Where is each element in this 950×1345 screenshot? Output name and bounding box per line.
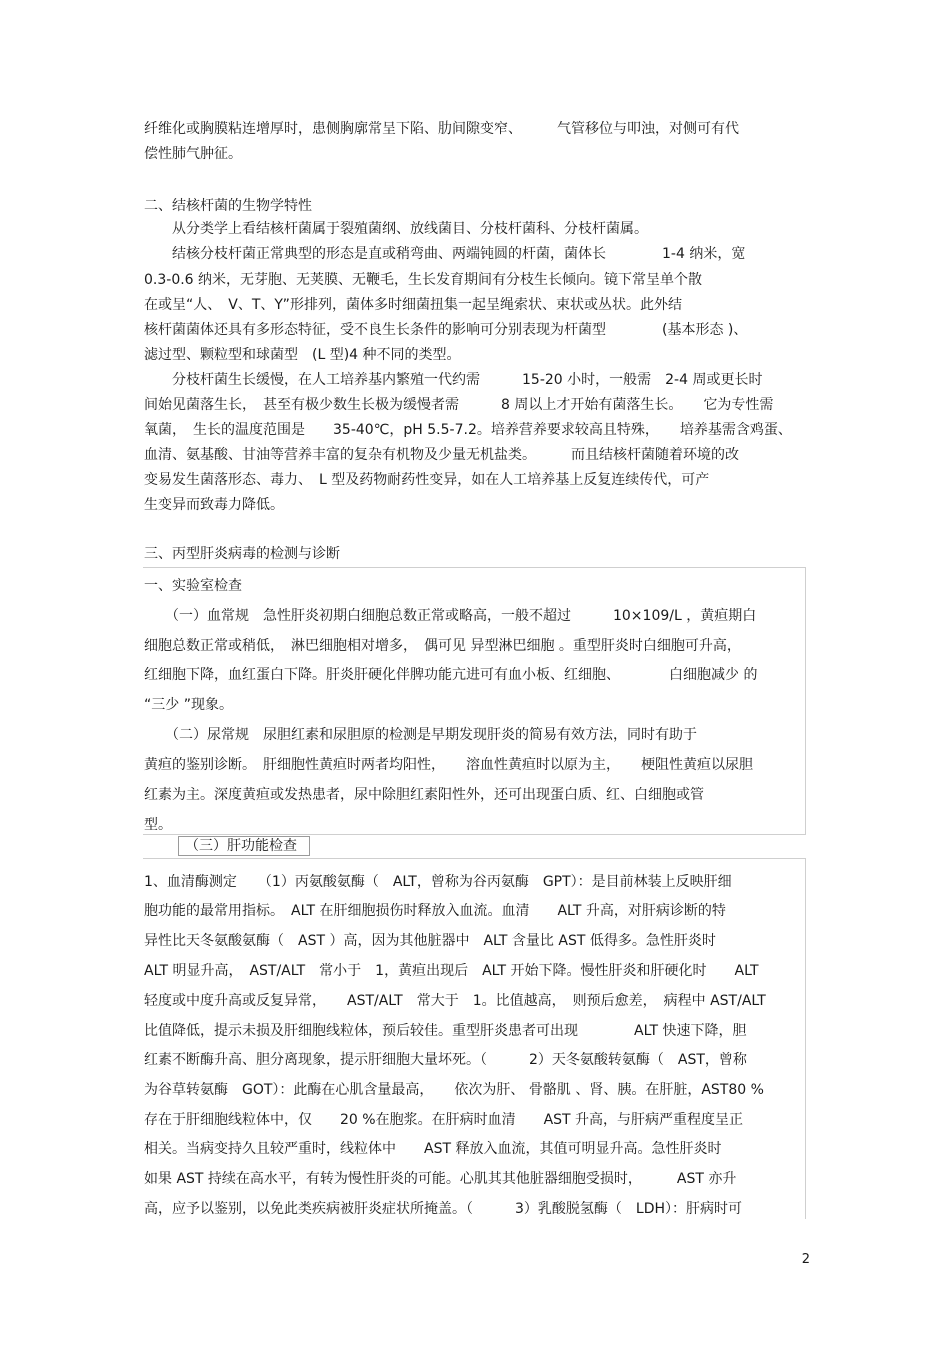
text-line: （二）尿常规 尿胆红素和尿胆原的检测是早期发现肝炎的简易有效方法，同时有助于 [144, 727, 697, 743]
text-line: 血清、氨基酸、甘油等营养丰富的复杂有机物及少量无机盐类。 而且结核杆菌随着环境的改 [144, 447, 739, 463]
text-line: 从分类学上看结核杆菌属于裂殖菌纲、放线菌目、分枝杆菌科、分枝杆菌属。 [144, 221, 648, 237]
text-line: 生变异而致毒力降低。 [144, 497, 284, 513]
text-line: 轻度或中度升高或反复异常， AST/ALT 常大于 1。比值越高， 则预后愈差， 病程中 AST/ALT [144, 993, 766, 1009]
text-line: 滤过型、颗粒型和球菌型 (L 型)4 种不同的类型。 [144, 347, 461, 363]
text-line: 氧菌， 生长的温度范围是 35-40℃，pH 5.5-7.2。培养营养要求较高且特殊， 培养基需含鸡蛋、 [144, 422, 792, 438]
text-line: 在或呈“人、 V、T、Y”形排列，菌体多时细菌扭集一起呈绳索状、束状或丛状。此外结 [144, 297, 682, 313]
section-heading: 三、丙型肝炎病毒的检测与诊断 [144, 546, 340, 562]
text-line: 异性比天冬氨酸氨酶（ AST ）高，因为其他脏器中 ALT 含量比 AST 低得多。急性肝炎时 [144, 933, 716, 949]
text-line: 细胞总数正常或稍低， 淋巴细胞相对增多， 偶可见 异型淋巴细胞 。重型肝炎时白细胞可升高， [144, 638, 741, 654]
text-line: 纤维化或胸膜粘连增厚时，患侧胸廓常呈下陷、肋间隙变窄、 气管移位与叩浊，对侧可有代 [144, 121, 739, 137]
text-line: 红素为主。深度黄疸或发热患者，尿中除胆红素阳性外，还可出现蛋白质、红、白细胞或管 [144, 787, 704, 803]
text-line: 为谷草转氨酶 GOT）：此酶在心肌含量最高， 依次为肝、 骨骼肌 、肾、胰。在肝脏，AST80 % [144, 1082, 764, 1098]
text-line: 变易发生菌落形态、毒力、 L 型及药物耐药性变异，如在人工培养基上反复连续传代，可产 [144, 472, 710, 488]
text-line: 间始见菌落生长， 甚至有极少数生长极为缓慢者需 8 周以上才开始有菌落生长。 它为专性需 [144, 397, 774, 413]
text-line: 1、血清酶测定 （1）丙氨酸氨酶（ ALT，曾称为谷丙氨酶 GPT）：是目前林装上反映肝细 [144, 874, 732, 890]
text-line: 0.3-0.6 纳米，无芽胞、无荚膜、无鞭毛，生长发育期间有分枝生长倾向。镜下常呈单个散 [144, 272, 703, 288]
text-line: 黄疸的鉴别诊断。 肝细胞性黄疸时两者均阳性， 溶血性黄疸时以原为主， 梗阻性黄疸以尿胆 [144, 757, 753, 773]
liver-function-tag: （三）肝功能检查 [178, 836, 310, 856]
text-line: 结核分枝杆菌正常典型的形态是直或稍弯曲、两端钝圆的杆菌，菌体长 1-4 纳米，宽 [144, 246, 746, 262]
subsection-heading: 一、实验室检查 [144, 578, 242, 594]
text-line: 分枝杆菌生长缓慢，在人工培养基内繁殖一代约需 15-20 小时，一般需 2-4 周或更长时 [144, 372, 763, 388]
text-line: 红细胞下降，血红蛋白下降。肝炎肝硬化伴脾功能亢进可有血小板、红细胞、 白细胞减少 的 [144, 667, 758, 683]
text-line: 偿性肺气肿征。 [144, 146, 242, 162]
section-heading: 二、结核杆菌的生物学特性 [144, 198, 312, 214]
text-line: 型。 [144, 817, 172, 833]
text-line: “三少 ”现象。 [144, 697, 233, 713]
text-line: 核杆菌菌体还具有多形态特征，受不良生长条件的影响可分别表现为杆菌型 (基本形态 )、 [144, 322, 748, 338]
text-line: （一）血常规 急性肝炎初期白细胞总数正常或略高，一般不超过 10×109/L ，黄疸期白 [144, 608, 757, 624]
text-line: 相关。当病变持久且较严重时，线粒体中 AST 释放入血流，其值可明显升高。急性肝炎时 [144, 1141, 722, 1157]
text-line: 胞功能的最常用指标。 ALT 在肝细胞损伤时释放入血流。血清 ALT 升高，对肝病诊断的特 [144, 903, 726, 919]
text-line: 红素不断酶升高、胆分离现象，提示肝细胞大量坏死。（ 2）天冬氨酸转氨酶（ AST，曾称 [144, 1052, 747, 1068]
text-line: ALT 明显升高， AST/ALT 常小于 1，黄疸出现后 ALT 开始下降。慢性肝炎和肝硬化时 ALT [144, 963, 759, 979]
page-number: 2 [801, 1252, 810, 1267]
text-line: 比值降低，提示未损及肝细胞线粒体，预后较佳。重型肝炎患者可出现 ALT 快速下降，胆 [144, 1023, 747, 1039]
text-line: 高，应予以鉴别，以免此类疾病被肝炎症状所掩盖。（ 3）乳酸脱氢酶（ LDH）：肝病时可 [144, 1201, 743, 1217]
text-line: 如果 AST 持续在高水平，有转为慢性肝炎的可能。心肌其其他脏器细胞受损时， AST 亦升 [144, 1171, 737, 1187]
text-line: 存在于肝细胞线粒体中，仅 20 %在胞浆。在肝病时血清 AST 升高，与肝病严重程度呈正 [144, 1112, 744, 1128]
